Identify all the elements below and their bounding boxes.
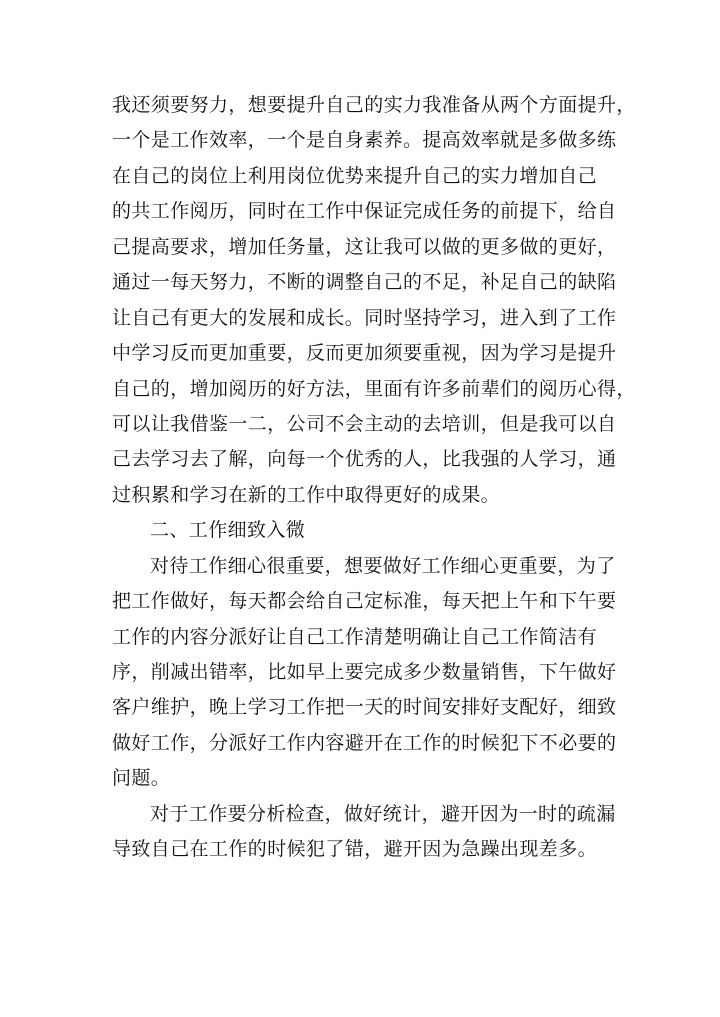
text-line: 我还须要努力，想要提升自己的实力我准备从两个方面提升， <box>112 94 636 116</box>
text-line: 在自己的岗位上利用岗位优势来提升自己的实力增加自己 <box>112 164 598 187</box>
text-line: 客户维护，晚上学习工作把一天的时间安排好支配好，细致 <box>112 696 617 719</box>
text-line: 问题。 <box>112 767 171 790</box>
text-line: 一个是工作效率，一个是自身素养。提高效率就是多做多练 <box>112 129 617 152</box>
text-line: 对待工作细心很重要，想要做好工作细心更重要，为了 <box>150 554 616 577</box>
text-line: 序，削减出错率，比如早上要完成多少数量销售，下午做好 <box>112 661 617 683</box>
text-line: 己去学习去了解，向每一个优秀的人，比我强的人学习，通 <box>112 448 617 471</box>
text-line: 自己的，增加阅历的好方法，里面有许多前辈们的阅历心得， <box>112 377 636 400</box>
text-line: 工作的内容分派好让自己工作清楚明确让自己工作简洁有 <box>112 625 598 648</box>
text-line: 通过一每天努力，不断的调整自己的不足，补足自己的缺陷 <box>112 271 617 294</box>
text-line: 的共工作阅历，同时在工作中保证完成任务的前提下，给自 <box>112 200 617 223</box>
text-line: 把工作做好，每天都会给自己定标准，每天把上午和下午要 <box>112 590 617 613</box>
text-line: 对于工作要分析检查，做好统计，避开因为一时的疏漏 <box>150 802 616 825</box>
section-heading: 二、工作细致入微 <box>150 519 306 542</box>
text-line: 做好工作，分派好工作内容避开在工作的时候犯下不必要的 <box>112 731 617 754</box>
text-line: 过积累和学习在新的工作中取得更好的成果。 <box>112 483 501 506</box>
text-line: 让自己有更大的发展和成长。同时坚持学习，进入到了工作 <box>112 306 617 329</box>
text-line: 导致自己在工作的时候犯了错，避开因为急躁出现差多。 <box>112 838 598 861</box>
document-body <box>112 88 636 868</box>
text-line: 己提高要求，增加任务量，这让我可以做的更多做的更好， <box>112 235 617 258</box>
text-line: 中学习反而更加重要，反而更加须要重视，因为学习是提升 <box>112 342 617 365</box>
text-line: 可以让我借鉴一二，公司不会主动的去培训，但是我可以自 <box>112 412 617 435</box>
